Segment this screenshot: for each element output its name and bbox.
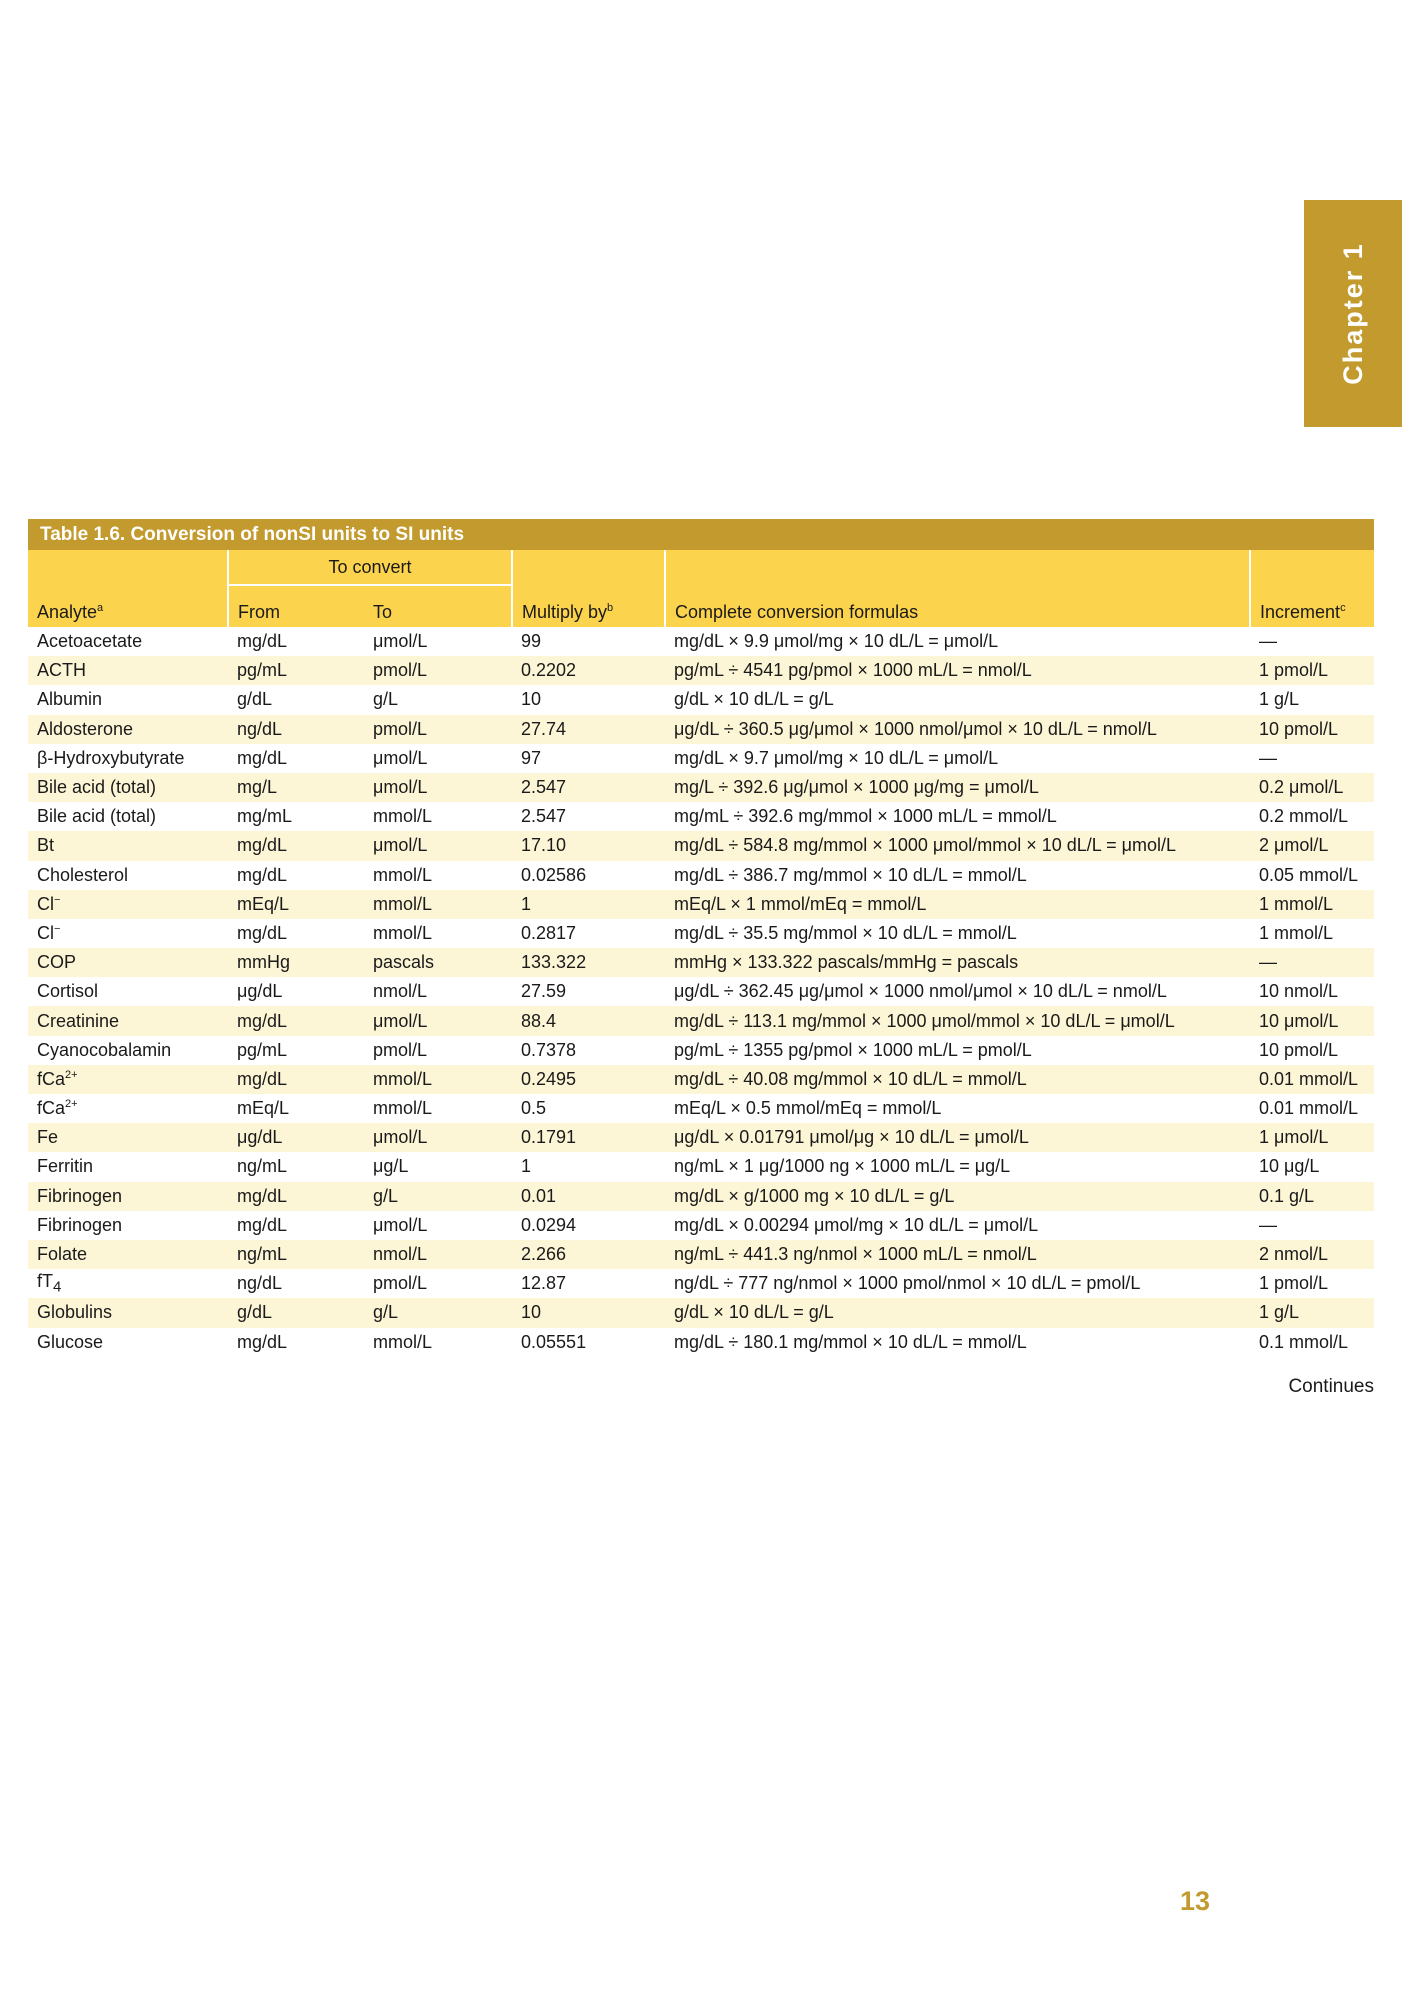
cell-formula: mg/mL ÷ 392.6 mg/mmol × 1000 mL/L = mmol/L bbox=[665, 802, 1250, 831]
cell-formula: mg/dL ÷ 113.1 mg/mmol × 1000 μmol/mmol × 10 dL/L = μmol/L bbox=[665, 1006, 1250, 1035]
table-header bbox=[28, 550, 1374, 627]
cell-formula: ng/mL ÷ 441.3 ng/nmol × 1000 mL/L = nmol/L bbox=[665, 1240, 1250, 1269]
cell-formula: μg/dL × 0.01791 μmol/μg × 10 dL/L = μmol/L bbox=[665, 1123, 1250, 1152]
cell-formula: mg/dL × 9.7 μmol/mg × 10 dL/L = μmol/L bbox=[665, 744, 1250, 773]
continues-note: Continues bbox=[1288, 1376, 1374, 1397]
cell-formula: mg/L ÷ 392.6 μg/μmol × 1000 μg/mg = μmol/L bbox=[665, 773, 1250, 802]
header-formulas: Complete conversion formulas bbox=[665, 585, 1250, 627]
table-row bbox=[28, 715, 1374, 744]
cell-formula: ng/mL × 1 μg/1000 ng × 1000 mL/L = μg/L bbox=[665, 1152, 1250, 1181]
cell-increment: 1 mmol/L bbox=[1250, 919, 1374, 948]
cell-from: mg/dL bbox=[228, 1006, 364, 1035]
cell-to: mmol/L bbox=[364, 861, 512, 890]
cell-from: mg/dL bbox=[228, 861, 364, 890]
cell-increment: 2 nmol/L bbox=[1250, 1240, 1374, 1269]
header-analyte bbox=[28, 585, 228, 627]
table-row bbox=[28, 1065, 1374, 1094]
cell-analyte: Creatinine bbox=[28, 1006, 228, 1035]
conversion-table-container bbox=[28, 519, 1374, 1357]
cell-from: mmHg bbox=[228, 948, 364, 977]
cell-to: pmol/L bbox=[364, 1269, 512, 1298]
cell-to: mmol/L bbox=[364, 919, 512, 948]
cell-multiply: 2.547 bbox=[512, 802, 665, 831]
cell-formula: mmHg × 133.322 pascals/mmHg = pascals bbox=[665, 948, 1250, 977]
cell-formula: mg/dL ÷ 180.1 mg/mmol × 10 dL/L = mmol/L bbox=[665, 1328, 1250, 1357]
cell-to: pmol/L bbox=[364, 715, 512, 744]
header-blank bbox=[1250, 550, 1374, 585]
cell-analyte: COP bbox=[28, 948, 228, 977]
cell-to: nmol/L bbox=[364, 1240, 512, 1269]
chapter-tab-label: Chapter 1 bbox=[1337, 242, 1368, 385]
cell-analyte: Bt bbox=[28, 831, 228, 860]
cell-multiply: 0.2817 bbox=[512, 919, 665, 948]
footnote-marker: c bbox=[1340, 602, 1346, 614]
cell-increment: 1 g/L bbox=[1250, 1298, 1374, 1327]
cell-multiply: 0.2495 bbox=[512, 1065, 665, 1094]
header-to: To bbox=[364, 585, 512, 627]
table-row bbox=[28, 1182, 1374, 1211]
cell-multiply: 1 bbox=[512, 1152, 665, 1181]
cell-to: μmol/L bbox=[364, 1123, 512, 1152]
cell-to: pascals bbox=[364, 948, 512, 977]
cell-analyte: Cyanocobalamin bbox=[28, 1036, 228, 1065]
table-row bbox=[28, 1123, 1374, 1152]
footnote-marker: a bbox=[97, 602, 104, 614]
cell-increment: 0.2 mmol/L bbox=[1250, 802, 1374, 831]
table-row bbox=[28, 773, 1374, 802]
table-row bbox=[28, 685, 1374, 714]
table-row bbox=[28, 1298, 1374, 1327]
cell-to: pmol/L bbox=[364, 656, 512, 685]
cell-to: mmol/L bbox=[364, 1328, 512, 1357]
cell-multiply: 0.05551 bbox=[512, 1328, 665, 1357]
table-row bbox=[28, 744, 1374, 773]
cell-analyte: Cortisol bbox=[28, 977, 228, 1006]
cell-from: pg/mL bbox=[228, 1036, 364, 1065]
cell-multiply: 99 bbox=[512, 627, 665, 656]
header-blank bbox=[28, 550, 228, 585]
header-from: From bbox=[228, 585, 364, 627]
cell-increment: 0.1 g/L bbox=[1250, 1182, 1374, 1211]
cell-multiply: 2.547 bbox=[512, 773, 665, 802]
analyte-subscript: 4 bbox=[53, 1279, 62, 1297]
cell-from: g/dL bbox=[228, 685, 364, 714]
cell-from: mg/mL bbox=[228, 802, 364, 831]
cell-analyte: β-Hydroxybutyrate bbox=[28, 744, 228, 773]
cell-multiply: 0.7378 bbox=[512, 1036, 665, 1065]
cell-formula: mg/dL × g/1000 mg × 10 dL/L = g/L bbox=[665, 1182, 1250, 1211]
table-row bbox=[28, 627, 1374, 656]
cell-increment: 10 μmol/L bbox=[1250, 1006, 1374, 1035]
cell-multiply: 0.01 bbox=[512, 1182, 665, 1211]
cell-formula: mEq/L × 1 mmol/mEq = mmol/L bbox=[665, 890, 1250, 919]
cell-multiply: 0.5 bbox=[512, 1094, 665, 1123]
cell-analyte: Globulins bbox=[28, 1298, 228, 1327]
cell-analyte: Cl− bbox=[28, 919, 228, 948]
footnote-marker: b bbox=[607, 602, 614, 614]
cell-analyte: Ferritin bbox=[28, 1152, 228, 1181]
cell-to: nmol/L bbox=[364, 977, 512, 1006]
cell-increment: 2 μmol/L bbox=[1250, 831, 1374, 860]
cell-formula: mg/dL ÷ 40.08 mg/mmol × 10 dL/L = mmol/L bbox=[665, 1065, 1250, 1094]
cell-multiply: 10 bbox=[512, 1298, 665, 1327]
conversion-table bbox=[28, 550, 1374, 1357]
cell-from: mg/dL bbox=[228, 744, 364, 773]
cell-from: mg/dL bbox=[228, 1065, 364, 1094]
header-to-convert: To convert bbox=[228, 550, 512, 585]
cell-from: ng/dL bbox=[228, 1269, 364, 1298]
cell-from: mg/dL bbox=[228, 1211, 364, 1240]
cell-multiply: 97 bbox=[512, 744, 665, 773]
cell-formula: mEq/L × 0.5 mmol/mEq = mmol/L bbox=[665, 1094, 1250, 1123]
cell-formula: g/dL × 10 dL/L = g/L bbox=[665, 1298, 1250, 1327]
cell-formula: g/dL × 10 dL/L = g/L bbox=[665, 685, 1250, 714]
cell-increment: 0.1 mmol/L bbox=[1250, 1328, 1374, 1357]
cell-formula: pg/mL ÷ 4541 pg/pmol × 1000 mL/L = nmol/L bbox=[665, 656, 1250, 685]
cell-increment: 0.2 μmol/L bbox=[1250, 773, 1374, 802]
cell-to: μmol/L bbox=[364, 1006, 512, 1035]
table-row bbox=[28, 861, 1374, 890]
cell-multiply: 88.4 bbox=[512, 1006, 665, 1035]
cell-to: μmol/L bbox=[364, 627, 512, 656]
cell-analyte: Acetoacetate bbox=[28, 627, 228, 656]
cell-to: mmol/L bbox=[364, 1094, 512, 1123]
cell-increment: 10 μg/L bbox=[1250, 1152, 1374, 1181]
table-row bbox=[28, 1211, 1374, 1240]
table-title: Table 1.6. Conversion of nonSI units to SI units bbox=[28, 519, 1374, 550]
cell-formula: pg/mL ÷ 1355 pg/pmol × 1000 mL/L = pmol/L bbox=[665, 1036, 1250, 1065]
cell-increment: 1 mmol/L bbox=[1250, 890, 1374, 919]
cell-from: ng/mL bbox=[228, 1152, 364, 1181]
cell-increment: 1 pmol/L bbox=[1250, 1269, 1374, 1298]
table-row bbox=[28, 919, 1374, 948]
cell-formula: ng/dL ÷ 777 ng/nmol × 1000 pmol/nmol × 10 dL/L = pmol/L bbox=[665, 1269, 1250, 1298]
cell-from: g/dL bbox=[228, 1298, 364, 1327]
header-analyte-label: Analyte bbox=[37, 602, 98, 622]
cell-from: mg/dL bbox=[228, 831, 364, 860]
header-blank bbox=[512, 550, 665, 585]
analyte-superscript: − bbox=[54, 893, 61, 906]
cell-to: pmol/L bbox=[364, 1036, 512, 1065]
cell-analyte: ACTH bbox=[28, 656, 228, 685]
cell-formula: mg/dL ÷ 35.5 mg/mmol × 10 dL/L = mmol/L bbox=[665, 919, 1250, 948]
cell-from: mEq/L bbox=[228, 890, 364, 919]
table-row bbox=[28, 1006, 1374, 1035]
table-row bbox=[28, 890, 1374, 919]
cell-to: mmol/L bbox=[364, 1065, 512, 1094]
table-row bbox=[28, 656, 1374, 685]
cell-from: mg/dL bbox=[228, 919, 364, 948]
table-row bbox=[28, 1036, 1374, 1065]
cell-increment: 0.01 mmol/L bbox=[1250, 1065, 1374, 1094]
cell-multiply: 0.2202 bbox=[512, 656, 665, 685]
header-multiply bbox=[512, 585, 665, 627]
cell-from: mg/dL bbox=[228, 627, 364, 656]
cell-to: μmol/L bbox=[364, 1211, 512, 1240]
cell-analyte: Aldosterone bbox=[28, 715, 228, 744]
header-increment bbox=[1250, 585, 1374, 627]
cell-analyte: Cl− bbox=[28, 890, 228, 919]
cell-analyte: fCa$^{2+}$ bbox=[28, 1094, 228, 1123]
cell-multiply: 0.02586 bbox=[512, 861, 665, 890]
cell-analyte: Fibrinogen bbox=[28, 1182, 228, 1211]
cell-from: mEq/L bbox=[228, 1094, 364, 1123]
cell-analyte: fCa$^{2+}$ bbox=[28, 1065, 228, 1094]
cell-formula: mg/dL ÷ 386.7 mg/mmol × 10 dL/L = mmol/L bbox=[665, 861, 1250, 890]
cell-analyte: Bile acid (total) bbox=[28, 773, 228, 802]
cell-multiply: 133.322 bbox=[512, 948, 665, 977]
header-increment-label: Increment bbox=[1260, 602, 1341, 622]
cell-multiply: 27.59 bbox=[512, 977, 665, 1006]
header-multiply-label: Multiply by bbox=[522, 602, 608, 622]
cell-multiply: 27.74 bbox=[512, 715, 665, 744]
table-row bbox=[28, 1094, 1374, 1123]
cell-from: ng/mL bbox=[228, 1240, 364, 1269]
cell-increment: — bbox=[1250, 1211, 1374, 1240]
analyte-superscript: − bbox=[54, 922, 61, 935]
cell-to: mmol/L bbox=[364, 802, 512, 831]
cell-to: μmol/L bbox=[364, 744, 512, 773]
cell-increment: 10 pmol/L bbox=[1250, 1036, 1374, 1065]
table-row bbox=[28, 1152, 1374, 1181]
cell-multiply: 17.10 bbox=[512, 831, 665, 860]
cell-multiply: 0.0294 bbox=[512, 1211, 665, 1240]
cell-increment: — bbox=[1250, 744, 1374, 773]
cell-formula: mg/dL × 9.9 μmol/mg × 10 dL/L = μmol/L bbox=[665, 627, 1250, 656]
table-row bbox=[28, 948, 1374, 977]
cell-increment: — bbox=[1250, 948, 1374, 977]
cell-multiply: 0.1791 bbox=[512, 1123, 665, 1152]
cell-from: ng/dL bbox=[228, 715, 364, 744]
cell-from: mg/L bbox=[228, 773, 364, 802]
chapter-tab bbox=[1304, 200, 1402, 427]
cell-from: μg/dL bbox=[228, 1123, 364, 1152]
cell-increment: 0.01 mmol/L bbox=[1250, 1094, 1374, 1123]
cell-multiply: 2.266 bbox=[512, 1240, 665, 1269]
cell-from: mg/dL bbox=[228, 1328, 364, 1357]
cell-from: mg/dL bbox=[228, 1182, 364, 1211]
cell-analyte: Albumin bbox=[28, 685, 228, 714]
table-body bbox=[28, 627, 1374, 1357]
cell-to: μg/L bbox=[364, 1152, 512, 1181]
cell-to: μmol/L bbox=[364, 773, 512, 802]
analyte-superscript: 2+ bbox=[65, 1068, 78, 1081]
cell-analyte: Fibrinogen bbox=[28, 1211, 228, 1240]
cell-to: g/L bbox=[364, 1298, 512, 1327]
analyte-superscript: 2+ bbox=[65, 1098, 78, 1111]
cell-from: μg/dL bbox=[228, 977, 364, 1006]
cell-analyte: Glucose bbox=[28, 1328, 228, 1357]
cell-multiply: 1 bbox=[512, 890, 665, 919]
cell-multiply: 12.87 bbox=[512, 1269, 665, 1298]
cell-to: g/L bbox=[364, 685, 512, 714]
cell-formula: mg/dL × 0.00294 μmol/mg × 10 dL/L = μmol/L bbox=[665, 1211, 1250, 1240]
header-blank bbox=[665, 550, 1250, 585]
cell-increment: — bbox=[1250, 627, 1374, 656]
table-row bbox=[28, 802, 1374, 831]
table-row bbox=[28, 1328, 1374, 1357]
table-row bbox=[28, 831, 1374, 860]
cell-from: pg/mL bbox=[228, 656, 364, 685]
cell-analyte: Cholesterol bbox=[28, 861, 228, 890]
cell-formula: μg/dL ÷ 360.5 μg/μmol × 1000 nmol/μmol × 10 dL/L = nmol/L bbox=[665, 715, 1250, 744]
cell-analyte: Folate bbox=[28, 1240, 228, 1269]
cell-analyte: Fe bbox=[28, 1123, 228, 1152]
cell-increment: 10 pmol/L bbox=[1250, 715, 1374, 744]
cell-analyte: $fT_4$ bbox=[28, 1269, 228, 1298]
cell-increment: 1 g/L bbox=[1250, 685, 1374, 714]
table-row bbox=[28, 1269, 1374, 1298]
cell-to: μmol/L bbox=[364, 831, 512, 860]
cell-analyte: Bile acid (total) bbox=[28, 802, 228, 831]
cell-formula: μg/dL ÷ 362.45 μg/μmol × 1000 nmol/μmol × 10 dL/L = nmol/L bbox=[665, 977, 1250, 1006]
page-number: 13 bbox=[1180, 1886, 1211, 1916]
cell-to: mmol/L bbox=[364, 890, 512, 919]
cell-increment: 1 μmol/L bbox=[1250, 1123, 1374, 1152]
cell-multiply: 10 bbox=[512, 685, 665, 714]
cell-increment: 0.05 mmol/L bbox=[1250, 861, 1374, 890]
cell-increment: 1 pmol/L bbox=[1250, 656, 1374, 685]
cell-to: g/L bbox=[364, 1182, 512, 1211]
cell-increment: 10 nmol/L bbox=[1250, 977, 1374, 1006]
table-row bbox=[28, 977, 1374, 1006]
cell-formula: mg/dL ÷ 584.8 mg/mmol × 1000 μmol/mmol × 10 dL/L = μmol/L bbox=[665, 831, 1250, 860]
table-row bbox=[28, 1240, 1374, 1269]
